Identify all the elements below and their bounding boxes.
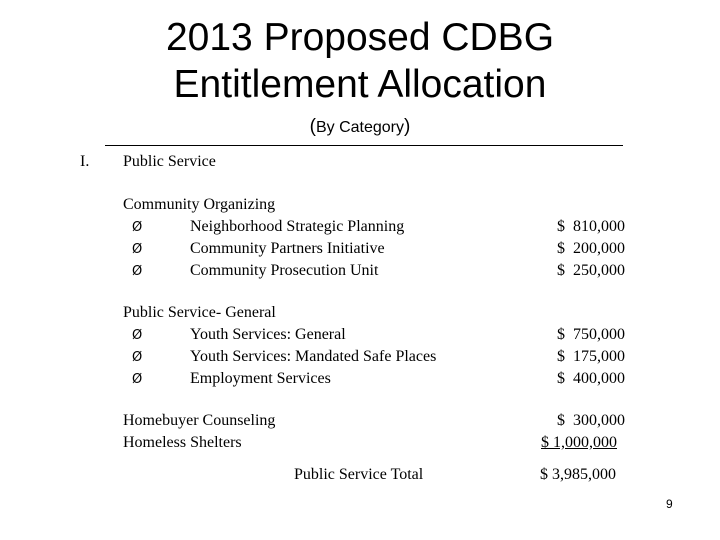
subtitle-close-paren: ): [404, 116, 411, 137]
list-item-amount: $ 750,000: [557, 326, 625, 343]
section-title: Public Service: [123, 153, 216, 170]
list-item-amount: $ 175,000: [557, 348, 625, 365]
list-item-label: Community Prosecution Unit: [190, 262, 379, 279]
subtitle: [0, 116, 720, 138]
section-number: I.: [80, 153, 90, 170]
list-item-label: Community Partners Initiative: [190, 240, 385, 257]
title-line-2: Entitlement Allocation: [173, 63, 547, 106]
group-heading-community-organizing: Community Organizing: [123, 196, 276, 213]
list-item-label: Employment Services: [190, 370, 331, 387]
list-item-label: Homeless Shelters: [123, 434, 242, 451]
list-item-label: Neighborhood Strategic Planning: [190, 218, 405, 235]
subtitle-text: By Category: [315, 119, 405, 136]
list-item-amount: $ 1,000,000: [541, 434, 617, 451]
list-item-label: Youth Services: General: [190, 326, 346, 343]
arrow-bullet-icon: Ø: [132, 264, 143, 279]
page-number: 9: [666, 497, 673, 511]
list-item-amount: $ 300,000: [557, 412, 625, 429]
arrow-bullet-icon: Ø: [132, 328, 143, 343]
title-divider: [105, 145, 623, 146]
title-line-1: 2013 Proposed CDBG: [165, 16, 555, 59]
list-item-amount: $ 810,000: [557, 218, 625, 235]
total-amount: $ 3,985,000: [540, 466, 616, 483]
slide-title: [0, 14, 720, 108]
list-item-label: Homebuyer Counseling: [123, 412, 276, 429]
list-item-amount: $ 400,000: [557, 370, 625, 387]
arrow-bullet-icon: Ø: [132, 372, 143, 387]
list-item-amount: $ 200,000: [557, 240, 625, 257]
list-item-label: Youth Services: Mandated Safe Places: [190, 348, 437, 365]
arrow-bullet-icon: Ø: [132, 242, 143, 257]
subtitle-open-paren: (: [309, 116, 316, 137]
arrow-bullet-icon: Ø: [132, 350, 143, 365]
group-heading-public-service-general: Public Service- General: [123, 304, 276, 321]
list-item-amount: $ 250,000: [557, 262, 625, 279]
total-label: Public Service Total: [294, 466, 424, 483]
arrow-bullet-icon: Ø: [132, 220, 143, 235]
